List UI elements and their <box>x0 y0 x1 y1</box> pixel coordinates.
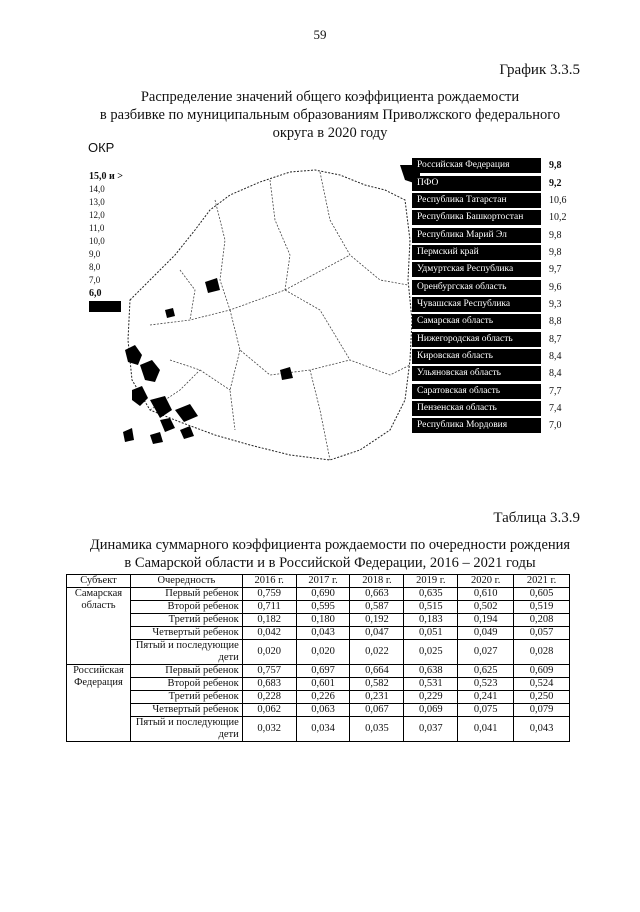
region-name: Российская Федерация <box>412 158 541 173</box>
region-row <box>412 209 572 226</box>
region-name: Саратовская область <box>412 384 541 399</box>
table-row <box>67 601 570 614</box>
order-cell: Первый ребенок <box>130 588 242 601</box>
region-row <box>412 296 572 313</box>
scale-label: 7,0 <box>89 275 101 285</box>
order-cell: Четвертый ребенок <box>130 627 242 640</box>
region-row <box>412 261 572 278</box>
value-cell: 0,067 <box>350 704 404 717</box>
value-cell: 0,663 <box>350 588 404 601</box>
region-name: Ульяновская область <box>412 366 541 381</box>
graph-label: График 3.3.5 <box>499 62 580 78</box>
region-row <box>412 400 572 417</box>
value-cell: 0,664 <box>350 665 404 678</box>
value-cell: 0,043 <box>514 717 570 742</box>
scale-label: 15,0 и > <box>89 171 123 182</box>
table-row <box>67 665 570 678</box>
region-name: Удмуртская Республика <box>412 262 541 277</box>
value-cell: 0,610 <box>458 588 514 601</box>
scale-swatch <box>89 301 121 312</box>
value-cell: 0,595 <box>296 601 350 614</box>
region-value: 7,4 <box>549 402 562 414</box>
value-cell: 0,515 <box>404 601 458 614</box>
region-value: 9,2 <box>549 177 562 189</box>
order-cell: Второй ребенок <box>130 678 242 691</box>
value-cell: 0,028 <box>514 640 570 665</box>
order-cell: Второй ребенок <box>130 601 242 614</box>
table-row <box>67 691 570 704</box>
value-cell: 0,025 <box>404 640 458 665</box>
region-value: 8,7 <box>549 333 562 345</box>
scale-label: 12,0 <box>89 210 105 220</box>
value-cell: 0,759 <box>242 588 296 601</box>
graph-title-line: округа в 2020 году <box>272 125 388 141</box>
region-row <box>412 382 572 399</box>
value-cell: 0,531 <box>404 678 458 691</box>
order-cell: Первый ребенок <box>130 665 242 678</box>
order-cell: Пятый и последующие дети <box>130 640 242 665</box>
region-value: 9,7 <box>549 264 562 276</box>
table-row <box>67 704 570 717</box>
region-row <box>412 348 572 365</box>
value-cell: 0,226 <box>296 691 350 704</box>
region-name: Самарская область <box>412 314 541 329</box>
graph-title-line: Распределение значений общего коэффициента рождаемости <box>140 89 520 105</box>
region-name: Оренбургская область <box>412 280 541 295</box>
table-row <box>67 717 570 742</box>
value-cell: 0,079 <box>514 704 570 717</box>
region-row <box>412 157 572 174</box>
region-value: 9,8 <box>549 229 562 241</box>
header-cell: 2017 г. <box>296 575 350 588</box>
header-cell: Очередность <box>130 575 242 588</box>
region-row <box>412 192 572 209</box>
table-row <box>67 678 570 691</box>
value-cell: 0,523 <box>458 678 514 691</box>
value-cell: 0,063 <box>296 704 350 717</box>
table-row <box>67 614 570 627</box>
region-value: 9,8 <box>549 246 562 258</box>
header-cell: 2019 г. <box>404 575 458 588</box>
value-cell: 0,194 <box>458 614 514 627</box>
value-cell: 0,757 <box>242 665 296 678</box>
value-cell: 0,034 <box>296 717 350 742</box>
scale-label: 14,0 <box>89 184 105 194</box>
value-cell: 0,047 <box>350 627 404 640</box>
region-name: Республика Мордовия <box>412 418 541 433</box>
value-cell: 0,192 <box>350 614 404 627</box>
region-name: Пермский край <box>412 245 541 260</box>
region-value: 8,4 <box>549 368 562 380</box>
scale-label: 9,0 <box>89 249 101 259</box>
region-value: 8,8 <box>549 316 562 328</box>
order-cell: Четвертый ребенок <box>130 704 242 717</box>
value-cell: 0,524 <box>514 678 570 691</box>
value-cell: 0,042 <box>242 627 296 640</box>
value-cell: 0,041 <box>458 717 514 742</box>
value-cell: 0,020 <box>296 640 350 665</box>
value-cell: 0,228 <box>242 691 296 704</box>
region-name: Республика Башкортостан <box>412 210 541 225</box>
value-cell: 0,049 <box>458 627 514 640</box>
order-cell: Третий ребенок <box>130 691 242 704</box>
value-cell: 0,208 <box>514 614 570 627</box>
value-cell: 0,035 <box>350 717 404 742</box>
value-cell: 0,183 <box>404 614 458 627</box>
region-name: Чувашская Республика <box>412 297 541 312</box>
region-row <box>412 244 572 261</box>
value-cell: 0,587 <box>350 601 404 614</box>
table-row <box>67 640 570 665</box>
table-header-row <box>67 575 570 588</box>
order-cell: Третий ребенок <box>130 614 242 627</box>
table-row <box>67 627 570 640</box>
birth-order-table <box>66 574 570 742</box>
table-row <box>67 588 570 601</box>
value-cell: 0,057 <box>514 627 570 640</box>
value-cell: 0,711 <box>242 601 296 614</box>
value-cell: 0,027 <box>458 640 514 665</box>
value-cell: 0,250 <box>514 691 570 704</box>
region-name: Нижегородская область <box>412 332 541 347</box>
region-name: Пензенская область <box>412 401 541 416</box>
value-cell: 0,683 <box>242 678 296 691</box>
subject-cell: Российская Федерация <box>67 665 131 742</box>
value-cell: 0,690 <box>296 588 350 601</box>
value-cell: 0,022 <box>350 640 404 665</box>
scale-label: 8,0 <box>89 262 101 272</box>
region-row <box>412 417 572 434</box>
region-row <box>412 313 572 330</box>
value-cell: 0,229 <box>404 691 458 704</box>
value-cell: 0,231 <box>350 691 404 704</box>
header-cell: 2018 г. <box>350 575 404 588</box>
header-cell: 2020 г. <box>458 575 514 588</box>
region-value: 10,6 <box>549 194 567 206</box>
value-cell: 0,609 <box>514 665 570 678</box>
graph-title-line: в разбивке по муниципальным образованиям Приволжского федерального <box>99 107 561 123</box>
value-cell: 0,062 <box>242 704 296 717</box>
region-value: 9,3 <box>549 298 562 310</box>
value-cell: 0,638 <box>404 665 458 678</box>
page-number: 59 <box>313 27 327 42</box>
region-value: 7,0 <box>549 420 562 432</box>
region-value: 9,8 <box>549 160 562 172</box>
region-name: Республика Марий Эл <box>412 228 541 243</box>
scale-label: 13,0 <box>89 197 105 207</box>
region-row <box>412 174 572 191</box>
y-axis-label: ОКР <box>88 140 115 155</box>
region-value: 7,7 <box>549 385 562 397</box>
header-cell: 2021 г. <box>514 575 570 588</box>
table-title <box>60 536 600 572</box>
region-row <box>412 365 572 382</box>
value-cell: 0,182 <box>242 614 296 627</box>
district-map <box>120 160 420 465</box>
value-cell: 0,635 <box>404 588 458 601</box>
region-name: Кировская область <box>412 349 541 364</box>
region-value: 10,2 <box>549 212 567 224</box>
region-name: ПФО <box>412 176 541 191</box>
region-row <box>412 278 572 295</box>
value-cell: 0,180 <box>296 614 350 627</box>
value-cell: 0,020 <box>242 640 296 665</box>
region-value: 9,6 <box>549 281 562 293</box>
value-cell: 0,582 <box>350 678 404 691</box>
value-cell: 0,519 <box>514 601 570 614</box>
value-cell: 0,502 <box>458 601 514 614</box>
header-cell: 2016 г. <box>242 575 296 588</box>
value-cell: 0,601 <box>296 678 350 691</box>
scale-label: 11,0 <box>89 223 105 233</box>
table-title-line: Динамика суммарного коэффициента рождаемости по очередности рождения <box>89 537 571 553</box>
value-cell: 0,069 <box>404 704 458 717</box>
value-cell: 0,075 <box>458 704 514 717</box>
value-cell: 0,605 <box>514 588 570 601</box>
scale-label: 6,0 <box>89 288 102 299</box>
value-cell: 0,043 <box>296 627 350 640</box>
scale-label: 10,0 <box>89 236 105 246</box>
table-title-line: в Самарской области и в Российской Федерации, 2016 – 2021 годы <box>124 555 536 571</box>
value-cell: 0,241 <box>458 691 514 704</box>
region-name: Республика Татарстан <box>412 193 541 208</box>
value-cell: 0,037 <box>404 717 458 742</box>
region-row <box>412 226 572 243</box>
region-value: 8,4 <box>549 350 562 362</box>
region-list <box>412 157 572 435</box>
header-cell: Субъект <box>67 575 131 588</box>
subject-cell: Самарская область <box>67 588 131 665</box>
order-cell: Пятый и последующие дети <box>130 717 242 742</box>
graph-title <box>70 88 590 142</box>
value-cell: 0,697 <box>296 665 350 678</box>
value-cell: 0,032 <box>242 717 296 742</box>
value-cell: 0,051 <box>404 627 458 640</box>
region-row <box>412 330 572 347</box>
table-label: Таблица 3.3.9 <box>493 510 580 526</box>
value-cell: 0,625 <box>458 665 514 678</box>
